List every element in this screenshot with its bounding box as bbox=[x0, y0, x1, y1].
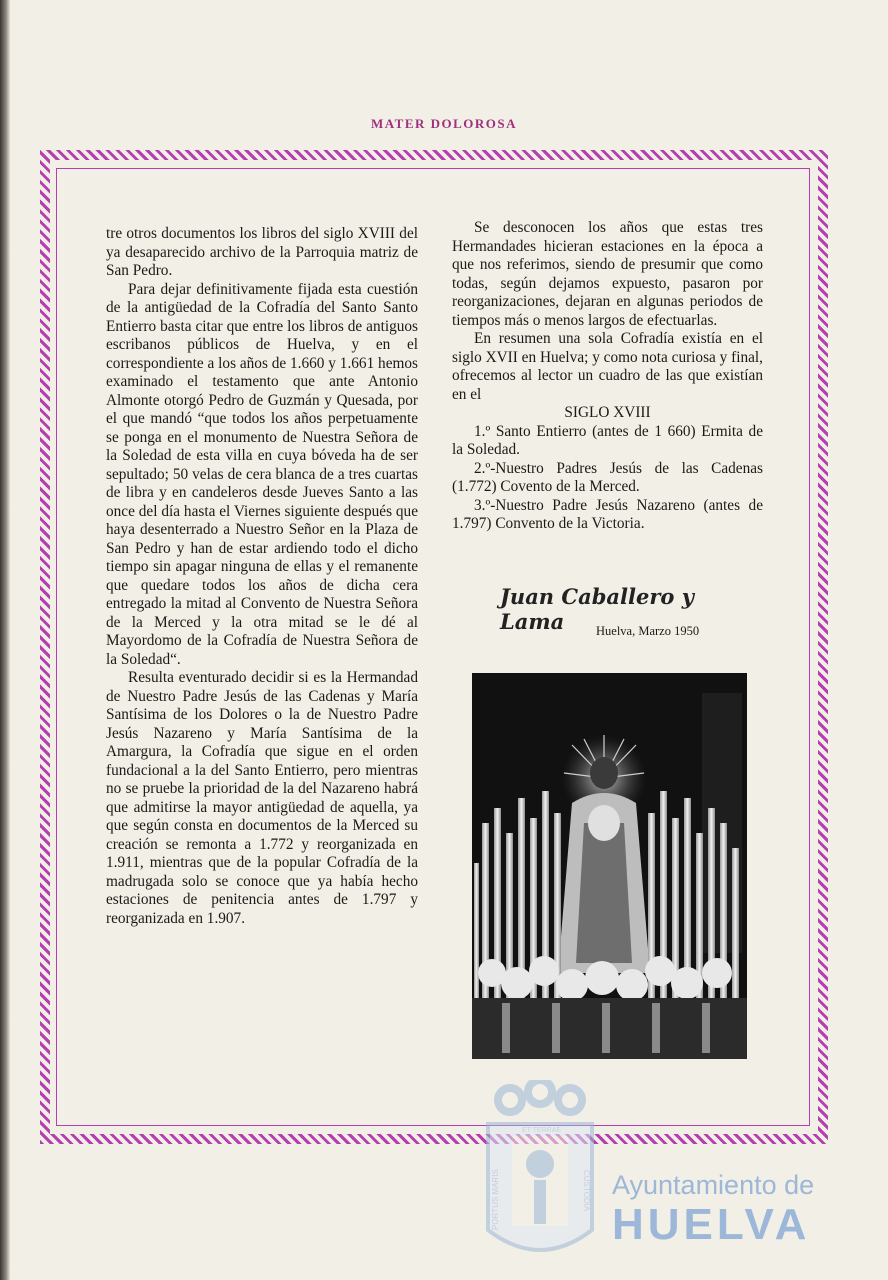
paragraph: Resulta eventurado decidir si es la Hermandad de Nuestro Padre Jesús de las Cadenas y María Santísima de los Dolores o la de Nuestro Padre Jesús Nazareno y María Santísima de la Amargura, la Cofradía que sigue en el orden fundacional a la del Santo Entierro, pero mientras no se pruebe la prioridad de la del Nazareno habrá que admitirse la mayor antigüedad de aquella, ya que según consta en documentos de la Merced su creación se remonta a 1.772 y reorganizada en 1.911, mientras que de la popular Cofradía de la madrugada solo se conoce que ya había hecho estaciones de penitencia antes de 1.797 y reorganizada en 1.907. bbox=[106, 669, 418, 927]
place-date: Huelva, Marzo 1950 bbox=[596, 624, 700, 638]
section-heading: SIGLO XVIII bbox=[564, 404, 651, 421]
list-item: 2.º-Nuestro Padres Jesús de las Cadenas (1.772) Covento de la Merced. bbox=[452, 459, 763, 495]
paragraph: En resumen una sola Cofradía existía en el siglo XVII en Huelva; y como nota curiosa y final, ofrecemos al lector un cuadro de las que existían en el bbox=[452, 330, 763, 403]
shield-motto-left: PORTUS MARIS bbox=[491, 1169, 500, 1230]
list-item: 3.º-Nuestro Padre Jesús Nazareno (antes de 1.797) Convento de la Victoria. bbox=[452, 496, 763, 532]
photograph-virgin-procession-float bbox=[472, 673, 747, 1059]
paragraph: Se desconocen los años que estas tres Hermandades hicieran estaciones en la época a que nos referimos, siendo de presumir que como todas, según dejamos expuesto, pasaron por reorganizaciones, dejaran en algunas periodos de tiempos más o menos largos de efectuarlas. bbox=[452, 219, 763, 329]
paragraph: tre otros documentos los libros del siglo XVIII del ya desaparecido archivo de la Parroquia matriz de San Pedro. bbox=[106, 225, 418, 279]
paragraph: Para dejar definitivamente fijada esta cuestión de la antigüedad de la Cofradía del Santo Santo Entierro basta citar que entre los libros de antiguos escribanos públicos de Huelva, y en el correspondiente a los años de 1.660 y 1.661 hemos examinado el testamento que ante Antonio Almonte otorgó Pedro de Guzmán y Quesada, por el que mandó “que todos los años perpetuamente se ponga en el monumento de Nuestra Señora de la Soledad de esta villa en cuya bóveda ha de ser sepultado; 50 velas de cera blanca de a tres cuartas de libra y en candeleros desde Jueves Santo a las once del día hasta el Viernes siguiente después que haya desenterrado a Nuestro Señor en la Plaza de San Pedro y han de estar ardiendo todo el dicho tiempo sin apagar ninguna de ellas y el remanente que quedare todos los años de dicha cera entregado la mitad al Convento de Nuestra Señora de la Merced y la otra mitad se le dé al Mayordomo de la Cofradía de Nuestra Señora de la Soledad“. bbox=[106, 280, 418, 668]
shield-motto-right: CUSTODIA bbox=[582, 1170, 591, 1212]
left-text-column bbox=[106, 225, 418, 928]
right-text-column bbox=[452, 219, 763, 534]
watermark-institution-line1: Ayuntamiento de bbox=[612, 1170, 815, 1200]
list-item: 1.º Santo Entierro (antes de 1 660) Ermita de la Soledad. bbox=[452, 422, 763, 458]
author-signature: Juan Caballero y Lama bbox=[500, 584, 694, 634]
page-binding-edge bbox=[0, 0, 10, 1280]
watermark-institution-line2: HUELVA bbox=[612, 1200, 811, 1249]
running-title: MATER DOLOROSA bbox=[370, 116, 518, 131]
shield-motto-top: ET TERRAE bbox=[522, 1127, 562, 1134]
photo-illustration bbox=[472, 673, 747, 1059]
